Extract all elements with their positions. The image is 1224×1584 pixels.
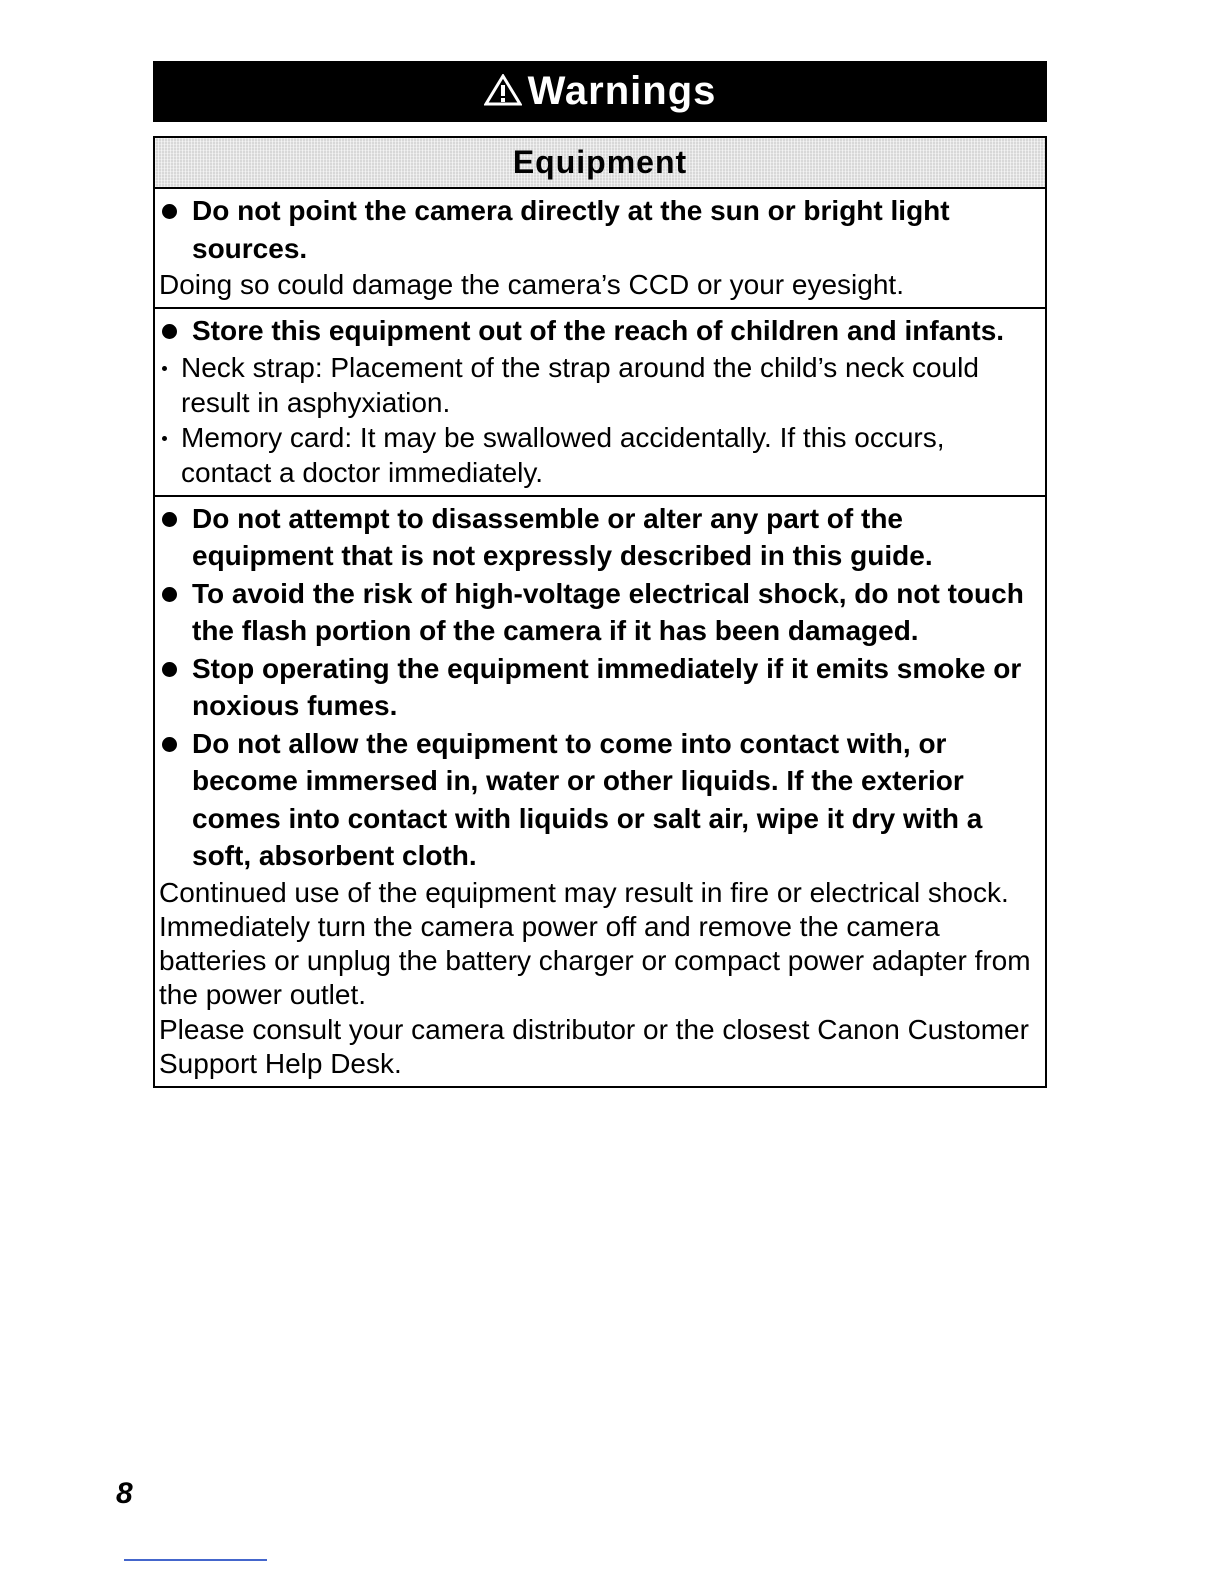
warning-description: Please consult your camera distributor or the closest Canon Customer Support Help Desk. (159, 1013, 1029, 1079)
warning-item-text: Stop operating the equipment immediately if it emits smoke or noxious fumes. (192, 652, 1022, 721)
small-bullet-icon (162, 436, 167, 441)
small-bullet-icon (162, 366, 167, 371)
warning-description: Continued use of the equipment may result in fire or electrical shock. Immediately turn the camera power off and remove the camera batteries or unplug the battery charger or compact power adapter from the power outlet. (159, 876, 1031, 1010)
warning-item-text: Do not attempt to disassemble or alter any part of the equipment that is not expressly described in this guide. (192, 502, 933, 571)
warning-triangle-icon (484, 71, 522, 116)
warning-item (159, 725, 1037, 875)
warning-item (159, 650, 1037, 725)
section-title: Equipment (155, 138, 1045, 189)
warning-description: Doing so could damage the camera’s CCD or your eyesight. (159, 269, 904, 300)
warnings-box (153, 136, 1047, 1088)
footer-rule (124, 1559, 267, 1561)
warning-subitem-text: Memory card: It may be swallowed accidentally. If this occurs, contact a doctor immediately. (181, 421, 945, 488)
warning-subitem (159, 420, 1037, 490)
warnings-header (153, 61, 1047, 122)
bullet-icon (162, 737, 177, 752)
warning-item-text: To avoid the risk of high-voltage electrical shock, do not touch the flash portion of the camera if it has been damaged. (192, 577, 1024, 646)
bullet-icon (162, 662, 177, 677)
bullet-icon (162, 204, 177, 219)
warning-item-text: Do not allow the equipment to come into contact with, or become immersed in, water or other liquids. If the exterior comes into contact with liquids or salt air, wipe it dry with a soft, absorbent cloth. (192, 727, 983, 871)
warning-block-general (155, 497, 1045, 1086)
warning-item-text: Do not point the camera directly at the sun or bright light sources. (192, 195, 950, 264)
warning-block-children (155, 309, 1045, 497)
warning-block-sun (155, 189, 1045, 309)
warning-item-text: Store this equipment out of the reach of children and infants. (192, 315, 1005, 346)
bullet-icon (162, 324, 177, 339)
warning-item (159, 500, 1037, 575)
bullet-icon (162, 587, 177, 602)
warning-subitem-text: Neck strap: Placement of the strap around the child’s neck could result in asphyxiation. (181, 351, 979, 418)
warning-item (159, 192, 1037, 267)
warnings-title: Warnings (527, 69, 717, 113)
page-number: 8 (116, 1477, 133, 1510)
warning-subitem (159, 350, 1037, 420)
bullet-icon (162, 512, 177, 527)
warning-item (159, 312, 1037, 350)
warning-item (159, 575, 1037, 650)
